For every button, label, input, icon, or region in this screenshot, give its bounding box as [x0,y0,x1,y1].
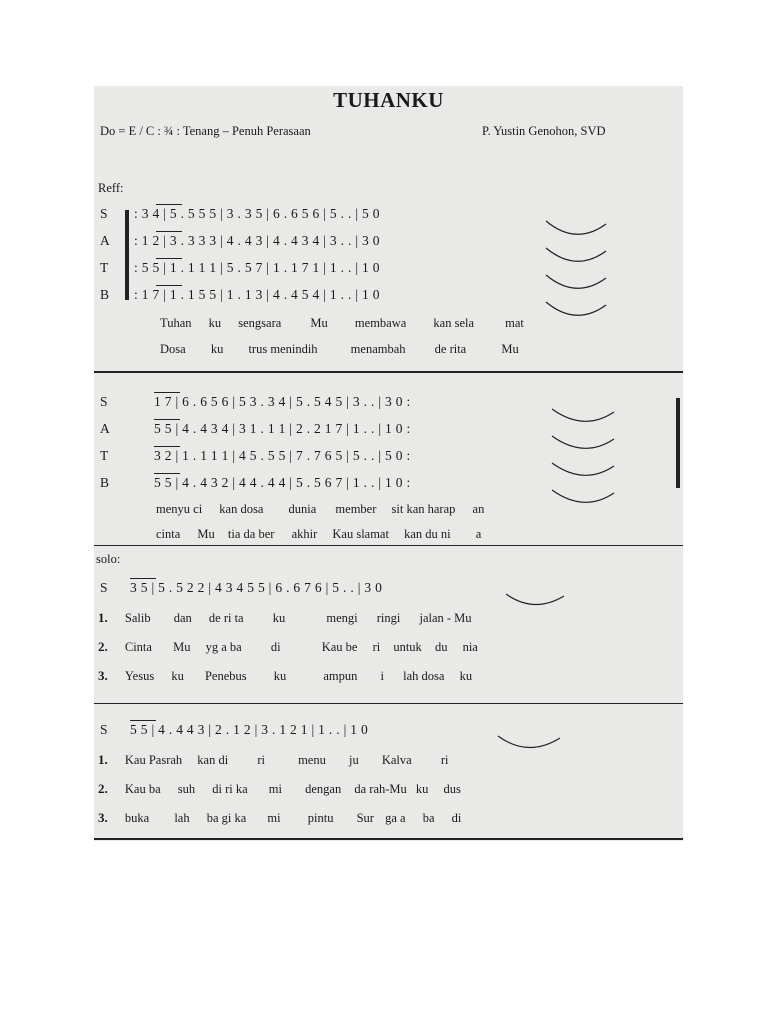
reff-label: Reff: [98,181,124,195]
notes-alto: : 1 2 | 3 . 3 3 3 | 4 . 4 3 | 4 . 4 3 4 | 3 . . | 3 0 [134,233,380,248]
voice-label-s: S [100,206,108,221]
lyric-word: untuk [393,640,422,654]
lyric-word: di ri ka [212,782,248,796]
slur-icon [552,490,614,502]
lyric-word: ri [257,753,265,767]
lyric-word: Penebus [204,669,247,683]
song-sheet [94,86,683,841]
lyric-word: Cinta [124,640,152,654]
voice-label-a: A [100,421,111,436]
song-title: TUHANKU [333,88,444,112]
lyric-word: kan di [197,753,229,767]
lyric-word: Mu [197,527,215,541]
lyric-word: ga a [385,811,406,825]
voice-label-t: T [100,260,109,275]
lyric-word: ku [208,316,222,330]
lyric-word: Yesus [124,669,155,683]
lyric-word: Mu [501,342,519,356]
lyric-word: sengsara [238,316,282,330]
lyric-word: lah dosa [403,669,445,683]
notes-tenor: 3 2 | 1 . 1 1 1 | 4 5 . 5 5 | 7 . 7 6 5 | 5 . . | 5 0 : [154,448,411,463]
lyric-word: mat [505,316,524,330]
lyric-word: trus menindih [248,342,318,356]
lyric-word: akhir [291,527,318,541]
verse-number: 1. [98,752,108,767]
lyric-word: member [335,502,377,516]
lyric-word: ku [171,669,184,683]
lyric-word: lah [174,811,190,825]
lyric-word: dan [173,611,192,625]
lyric-word: Mu [173,640,191,654]
lyric-word: dunia [288,502,317,516]
lyric-word: an [472,502,485,516]
lyric-word: Kau slamat [332,527,389,541]
lyric-word: Tuhan [160,316,192,330]
lyric-word: Kau ba [124,782,161,796]
notes-alto: 5 5 | 4 . 4 3 4 | 3 1 . 1 1 | 2 . 2 1 7 | 1 . . | 1 0 : [154,421,411,436]
lyric-word: cinta [156,527,181,541]
lyric-word: mengi [326,611,358,625]
notes-bass: 5 5 | 4 . 4 3 2 | 4 4 . 4 4 | 5 . 5 6 7 | 1 . . | 1 0 : [154,475,411,490]
lyric-word: ampun [323,669,358,683]
lyric-word: ba gi ka [206,811,247,825]
verse-number: 2. [98,639,108,654]
lyric-word: tia da ber [227,527,275,541]
lyric-word: sit kan harap [391,502,456,516]
lyric-word: yg a ba [205,640,242,654]
lyric-word: menu [298,753,326,767]
voice-label-s: S [100,394,108,409]
lyric-word: Kau be [321,640,358,654]
verse-number: 2. [98,781,108,796]
lyric-word: dengan [305,782,342,796]
lyric-word: ri [440,753,449,767]
voice-label-s: S [100,580,108,595]
lyric-word: de ri ta [208,611,244,625]
slur-icon [546,248,606,261]
voice-label-s: S [100,722,108,737]
lyric-word: mi [268,782,282,796]
lyric-word: Kalva [381,753,412,767]
lyric-word: Kau Pasrah [124,753,183,767]
lyric-word: buka [124,811,150,825]
lyric-word: du [434,640,448,654]
verse-number: 3. [98,810,108,825]
slur-icon [552,409,614,421]
lyric-word: ku [273,669,287,683]
verse-number: 1. [98,610,108,625]
notes-soprano: : 3 4 | 5 . 5 5 5 | 3 . 3 5 | 6 . 6 5 6 | 5 . . | 5 0 [134,206,380,221]
lyric-word: ba [422,811,435,825]
notes-solo: 5 5 | 4 . 4 4 3 | 2 . 1 2 | 3 . 1 2 1 | 1 . . | 1 0 [130,722,369,737]
lyric-word: kan du ni [404,527,451,541]
slur-marks [94,86,683,841]
voice-label-b: B [100,287,110,302]
key-signature: Do = E / C : ¾ : Tenang – Penuh Perasaan [100,124,311,138]
lyric-word: pintu [307,811,334,825]
lyric-word: kan sela [433,316,475,330]
lyric-word: ri [372,640,381,654]
lyric-word: ku [459,669,473,683]
lyric-word: kan dosa [219,502,264,516]
lyric-word: i [380,669,384,683]
lyric-word: a [475,527,482,541]
lyric-word: di [270,640,281,654]
lyric-word: nia [462,640,478,654]
lyric-word: dus [443,782,461,796]
voice-label-t: T [100,448,109,463]
voice-label-a: A [100,233,111,248]
voice-label-b: B [100,475,110,490]
slur-icon [552,436,614,448]
lyric-word: Sur [356,811,374,825]
lyric-word: ju [348,753,359,767]
lyric-word: Salib [124,611,151,625]
lyric-word: ringi [376,611,401,625]
lyric-word: menyu ci [156,502,203,516]
lyric-word: ku [210,342,224,356]
solo-label: solo: [96,552,121,566]
notes-solo: 3 5 | 5 . 5 2 2 | 4 3 4 5 5 | 6 . 6 7 6 | 5 . . | 3 0 [130,580,383,595]
lyric-word: Dosa [160,342,186,356]
slur-icon [552,463,614,475]
slur-icon [506,594,564,605]
lyric-word: suh [177,782,196,796]
lyric-word: membawa [354,316,407,330]
lyric-word: menambah [350,342,406,356]
slur-icon [546,302,606,315]
slur-icon [546,275,606,288]
lyric-word: ku [415,782,429,796]
lyric-word: Mu [310,316,328,330]
composer: P. Yustin Genohon, SVD [482,124,606,138]
lyric-word: da rah-Mu [354,782,407,796]
slur-icon [546,221,606,234]
notes-bass: : 1 7 | 1 . 1 5 5 | 1 . 1 3 | 4 . 4 5 4 | 1 . . | 1 0 [134,287,380,302]
notes-soprano: 1 7 | 6 . 6 5 6 | 5 3 . 3 4 | 5 . 5 4 5 | 3 . . | 3 0 : [154,394,411,409]
notes-tenor: : 5 5 | 1 . 1 1 1 | 5 . 5 7 | 1 . 1 7 1 | 1 . . | 1 0 [134,260,380,275]
lyric-word: jalan - Mu [419,611,472,625]
slur-icon [498,736,560,748]
lyric-word: di [451,811,462,825]
lyric-word: mi [267,811,281,825]
lyric-word: ku [272,611,286,625]
lyric-word: de rita [434,342,467,356]
verse-number: 3. [98,668,108,683]
